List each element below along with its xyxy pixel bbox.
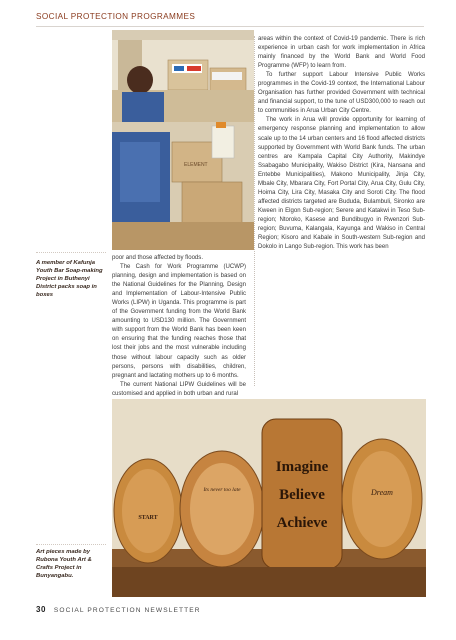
article-right-column [258,35,425,252]
article-paragraph: areas within the context of Covid-19 pandemic. There is rich experience in urban cash for work implementation in Africa mainly financed by the World Bank and World Food Programme (WFP) to learn from. [258,36,425,70]
article-paragraph: The Cash for Work Programme (UCWP) planning, design and implementation is based on the National Guidelines for the Planning, Design and Implementation of Labour-Intensive Public Works (LIPW) in Uganda. This programme is part of the Government funding from the World Bank amounting to USD130 million. The Government with support from the World Bank has been keen on ensuring that the funding reaches those that lost their jobs and the most vulnerable including those without labour capacity such as older persons, persons with disabilities, children, pregnant and lactating mothers up to 6 months. [112,264,246,379]
plaque-imagine: Imagine [275,459,329,475]
soap-photo-top [112,30,254,122]
page-number: 30 [36,605,46,614]
plaque-believe: Believe [279,487,325,503]
article-paragraph: To further support Labour Intensive Public Works programmes in the Covid-19 context, the International Labour Organisation has further provided Government with technical and financial support, to the tune of USD300,000 to reach out to communities in Arua Urban City Centre. [258,72,425,115]
plaque-achieve: Achieve [276,515,328,531]
caption-divider [36,544,106,545]
column-divider [254,36,255,386]
article-left-column [112,254,246,399]
art-photo [112,399,426,597]
article-paragraph: poor and those affected by floods. [112,255,203,261]
plaque-start-text: START [138,515,158,521]
caption-divider [36,252,106,253]
article-paragraph: The work in Arua will provide opportunity for learning of emergency response planning and implementation to allow scale up to the 14 urban centers and 16 flood affected districts supported by Government with World Bank funds. The urban centres are Kampala Capital City Authority, Makindye Ssabagabo Municipality, Wakiso District (Kira, Nansana and Entebbe Municipalities), Makono Municipality, Jinja City, Mbale City, Mbarara City, Fort Portal City, Arua City, Gulu City, Hoima City, Lira City, Masaka City and Soroti City. The flood affected districts targeted are Bududa, Bulambuli, Sironko are Kween in Elgon Sub-region; Serere and Katakwi in Teso Sub-region; Ntoroko, Kasese and Bundibugyo in Rwenzori Sub-region; Buvuma, Kalangala, Kayunga and Wakiso in Central Region; Kisoro and Kabale in South-western Sub-region and Dokolo in Lango Sub-region. This work has been [258,117,425,251]
section-title: SOCIAL PROTECTION PROGRAMMES [36,12,196,21]
page-footer [36,605,201,614]
article-paragraph: The current National LIPW Guidelines will be customised and applied in both urban and rural [112,381,246,397]
header-divider [36,26,424,27]
soap-photo-bottom [112,122,254,250]
plaque-right-text: Dream [371,488,393,497]
soap-photo-caption: A member of Kafunja Youth Bar Soap-making Project in Buthenyi District packs soap in boxes [36,260,103,298]
publication-name: SOCIAL PROTECTION NEWSLETTER [53,607,201,614]
plaque-left-text: Its never too late [203,487,241,493]
art-photo-caption: Art pieces made by Rubona Youth Art & Crafts Project in Bunyangabu. [36,549,92,579]
box-label: ELEMENT [184,162,208,168]
